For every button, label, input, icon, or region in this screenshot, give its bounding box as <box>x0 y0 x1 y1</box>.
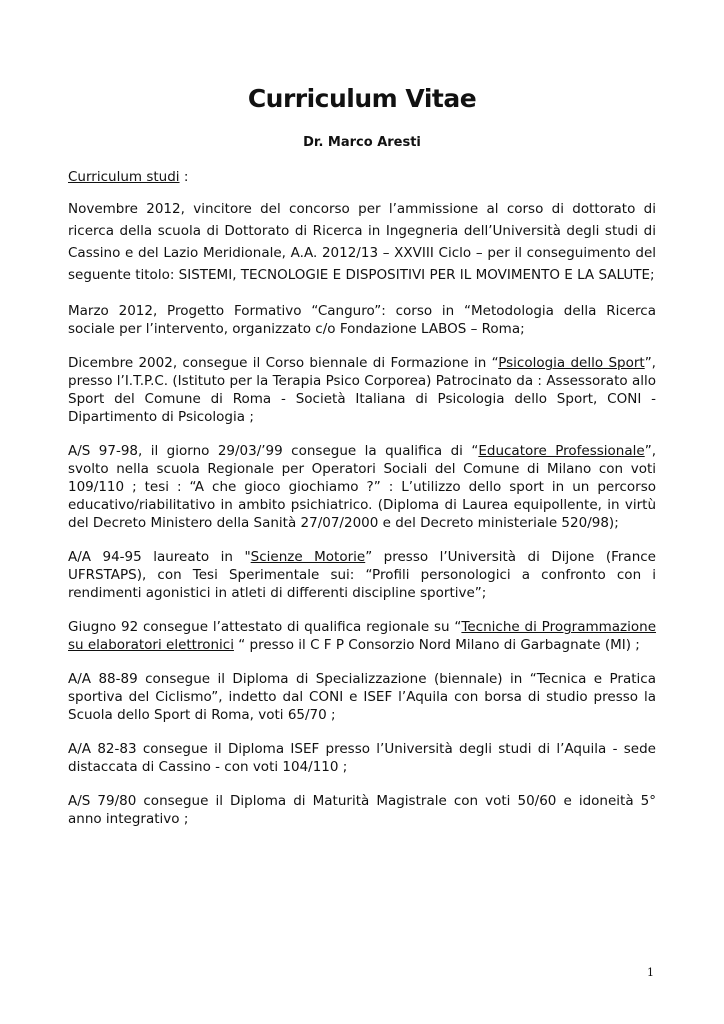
list-item: Marzo 2012, Progetto Formativo “Canguro”: corso in “Metodologia della Ricerca sociale per l’intervento, organizzato c/o Fondazione LABOS – Roma; <box>68 303 656 337</box>
underlined-term: Scienze Motorie <box>250 549 366 565</box>
underlined-term: Psicologia dello Sport <box>498 355 645 371</box>
list-item: Giugno 92 consegue l’attestato di qualifica regionale su “Tecniche di Programmazione su elaboratori elettronici “ presso il C F P Consorzio Nord Milano di Garbagnate (MI) ; <box>68 619 657 653</box>
list-item: A/S 97-98, il giorno 29/03/’99 consegue la qualifica di “Educatore Professionale”, svolto nella scuola Regionale per Operatori Sociali del Comune di Milano con voti 109/110 ; tesi : “A che gioco giochiamo ?” : L’utilizzo dello sport in un percorso educativo/riabilitativo in ambito psichiatrico. (Diploma di Laurea equipollente, in virtù del Decreto Ministero della Sanità 27/07/2000 e del Decreto ministeriale 520/98); <box>68 443 656 531</box>
entries-list <box>68 198 656 828</box>
list-item: A/A 94-95 laureato in "Scienze Motorie” presso l’Università di Dijone (France UFRSTAPS), con Tesi Sperimentale sui: “Profili personologici a confronto con i rendimenti agonistici in atleti di differenti discipline sportive”; <box>68 549 656 601</box>
page-number: 1 <box>647 966 654 979</box>
author-name: Dr. Marco Aresti <box>303 135 421 150</box>
list-item: Novembre 2012, vincitore del concorso per l’ammissione al corso di dottorato di ricerca della scuola di Dottorato di Ricerca in Ingegneria dell’Università degli studi di Cassino e del Lazio Meridionale, A.A. 2012/13 – XXVIII Ciclo – per il conseguimento del seguente titolo: SISTEMI, TECNOLOGIE E DISPOSITIVI PER IL MOVIMENTO E LA SALUTE; <box>68 201 656 283</box>
section-heading <box>68 169 188 185</box>
list-item: A/S 79/80 consegue il Diploma di Maturità Magistrale con voti 50/60 e idoneità 5° anno integrativo ; <box>68 793 656 827</box>
list-item: A/A 88-89 consegue il Diploma di Specializzazione (biennale) in “Tecnica e Pratica sportiva del Ciclismo”, indetto dal CONI e ISEF l’Aquila con borsa di studio presso la Scuola dello Sport di Roma, voti 65/70 ; <box>68 671 656 723</box>
underlined-term: Educatore Professionale <box>478 443 645 459</box>
page-title: Curriculum Vitae <box>247 84 477 113</box>
list-item: A/A 82-83 consegue il Diploma ISEF presso l’Università degli studi di l’Aquila - sede distaccata di Cassino - con voti 104/110 ; <box>68 741 656 775</box>
underlined-term: Tecniche di Programmazione su elaboratori elettronici <box>68 619 657 653</box>
section-heading-suffix: : <box>179 169 189 185</box>
section-heading-label: Curriculum studi <box>68 169 180 185</box>
list-item: Dicembre 2002, consegue il Corso biennale di Formazione in “Psicologia dello Sport”, presso l’I.T.P.C. (Istituto per la Terapia Psico Corporea) Patrocinato da : Assessorato allo Sport del Comune di Roma - Società Italiana di Psicologia dello Sport, CONI - Dipartimento di Psicologia ; <box>68 355 656 425</box>
